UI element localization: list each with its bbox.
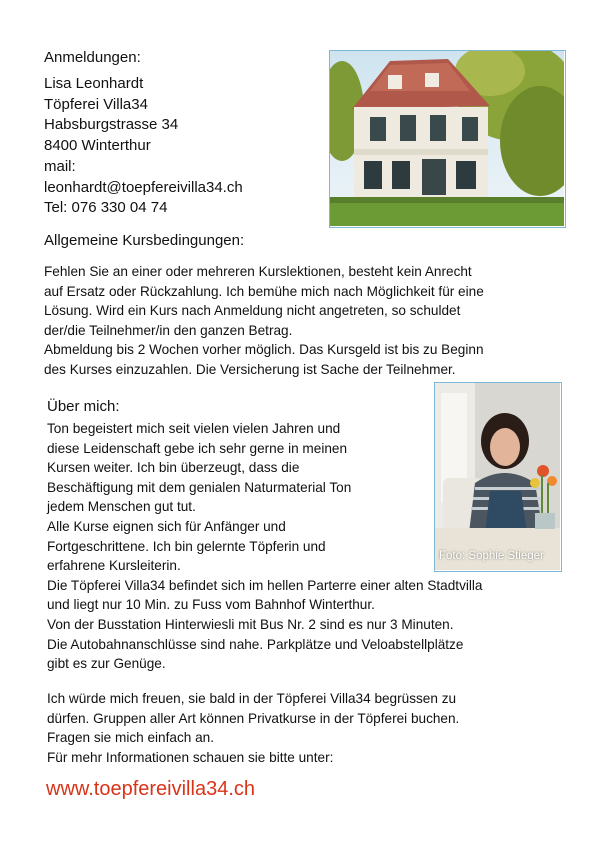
website-link[interactable]: www.toepfereivilla34.ch xyxy=(46,778,255,800)
conditions-line: auf Ersatz oder Rückzahlung. Ich bemühe mich nach Möglichkeit für eine xyxy=(44,283,484,299)
closing-text xyxy=(47,689,459,767)
villa-photo xyxy=(329,50,566,228)
about-line: Die Töpferei Villa34 befindet sich im hellen Parterre einer alten Stadtvilla xyxy=(47,577,483,593)
address-email: leonhardt@toepfereivilla34.ch xyxy=(44,178,243,196)
about-line: gibt es zur Genüge. xyxy=(47,656,166,672)
closing-line: Ich würde mich freuen, sie bald in der Töpferei Villa34 begrüssen zu xyxy=(47,691,457,706)
about-line: jedem Menschen gut tut. xyxy=(47,499,196,515)
address-phone: Tel: 076 330 04 74 xyxy=(44,199,168,217)
conditions-line: Fehlen Sie an einer oder mehreren Kurslektionen, besteht kein Anrecht xyxy=(44,264,472,279)
registration-title: Anmeldungen: xyxy=(44,49,141,66)
address-mail-label: mail: xyxy=(44,157,76,175)
about-line: Alle Kurse eignen sich für Anfänger und xyxy=(47,518,286,534)
conditions-title: Allgemeine Kursbedingungen: xyxy=(44,232,245,249)
about-line: erfahrene Kursleiterin. xyxy=(47,558,181,574)
address-street: Habsburgstrasse 34 xyxy=(44,116,179,134)
address-block xyxy=(44,74,243,219)
closing-line: dürfen. Gruppen aller Art können Privatkurse in der Töpferei buchen. xyxy=(47,710,460,726)
about-line: und liegt nur 10 Min. zu Fuss vom Bahnhof Winterthur. xyxy=(47,597,375,613)
conditions-line: Abmeldung bis 2 Wochen vorher möglich. Das Kursgeld ist bis zu Beginn xyxy=(44,342,484,358)
about-line: diese Leidenschaft gebe ich sehr gerne in meinen xyxy=(47,440,348,456)
photo-credit: Foto: Sophie Stieger xyxy=(439,550,544,562)
about-line: Beschäftigung mit dem genialen Naturmaterial Ton xyxy=(47,479,352,495)
portrait-photo xyxy=(434,382,562,572)
about-text xyxy=(47,419,483,674)
conditions-line: der/die Teilnehmer/in den ganzen Betrag. xyxy=(44,322,293,338)
about-line: Kursen weiter. Ich bin überzeugt, dass die xyxy=(47,460,300,476)
about-line: Fortgeschrittene. Ich bin gelernte Töpferin und xyxy=(47,538,326,554)
address-name: Lisa Leonhardt xyxy=(44,75,144,92)
address-company: Töpferei Villa34 xyxy=(44,95,148,113)
closing-line: Fragen sie mich einfach an. xyxy=(47,730,214,746)
address-city: 8400 Winterthur xyxy=(44,137,151,155)
about-line: Die Autobahnanschlüsse sind nahe. Parkplätze und Veloabstellplätze xyxy=(47,636,464,652)
about-title: Über mich: xyxy=(47,398,120,415)
about-line: Ton begeistert mich seit vielen vielen Jahren und xyxy=(47,421,341,436)
about-line: Von der Busstation Hinterwiesli mit Bus Nr. 2 sind es nur 3 Minuten. xyxy=(47,616,454,632)
conditions-text xyxy=(44,262,484,380)
closing-line: Für mehr Informationen schauen sie bitte unter: xyxy=(47,749,334,765)
conditions-line: des Kurses einzuzahlen. Die Versicherung ist Sache der Teilnehmer. xyxy=(44,361,456,377)
conditions-line: Lösung. Wird ein Kurs nach Anmeldung nicht angetreten, so schuldet xyxy=(44,303,461,319)
